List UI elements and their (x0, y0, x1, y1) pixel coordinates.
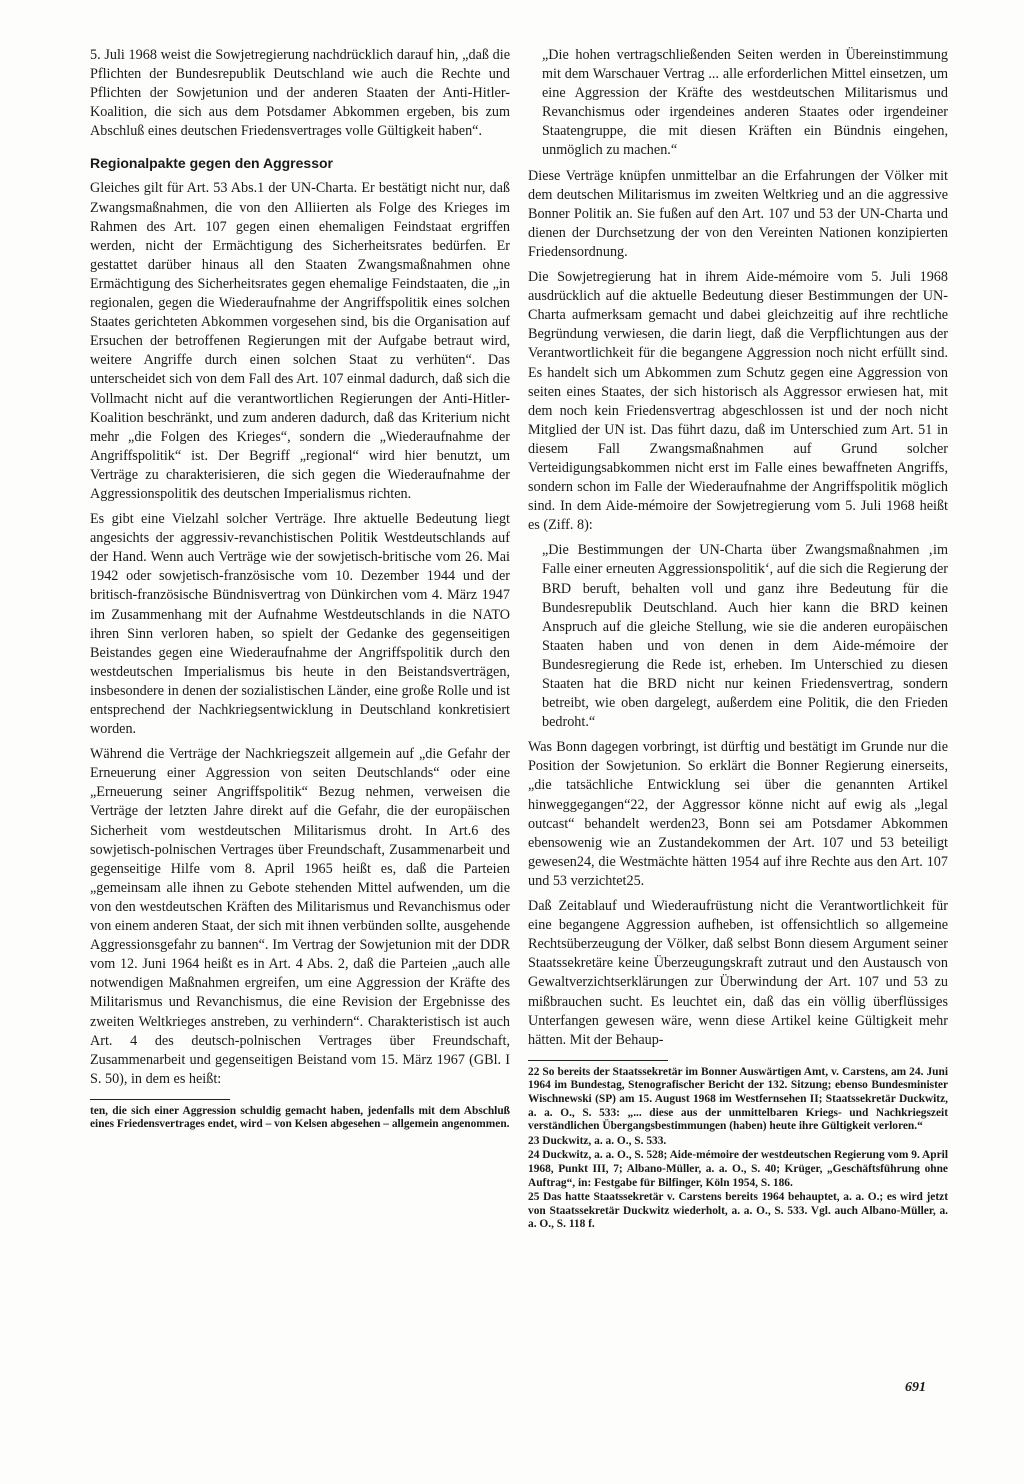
block-quote: „Die hohen vertragschließenden Seiten werden in Übereinstimmung mit dem Warschauer Vertrag ... alle erforderlichen Mittel einsetzen, um eine Aggression der Kräfte des westdeutschen Militarismus und Revanchismus oder irgendeines anderen Staates oder irgendeiner Staatengruppe, die mit diesen Kräften ein Bündnis eingehen, unmöglich zu machen.“ (542, 47, 948, 159)
left-column (90, 46, 510, 1133)
paragraph: Daß Zeitablauf und Wiederaufrüstung nicht die Verantwortlichkeit für eine begangene Aggression aufheben, ist offensichtlich so allgemeine Rechtsüberzeugung der Völker, daß selbst Bonn diesem Argument seiner Staatssekretäre keine Überzeugungskraft zutraut und den Austausch von Gewaltverzichtserklärungen zur Überwindung der Art. 107 und 53 zu mißbrauchen sucht. Es leuchtet ein, daß das ein völlig überflüssiges Unterfangen gewesen wäre, wenn diese Artikel keine Gültigkeit mehr hätten. Mit der Behaup- (528, 898, 948, 1048)
paragraph: Gleiches gilt für Art. 53 Abs.1 der UN-Charta. Er bestätigt nicht nur, daß Zwangsmaßnahmen, die von den Alliierten als Folge des Krieges im Rahmen des Art. 107 gegen einen ehemaligen Feindstaat ergriffen werden, nicht der Ermächtigung des Sicherheitsrates bedürfen. Er gestattet darüber hinaus all den Staaten Zwangsmaßnahmen ohne Ermächtigung des Sicherheitsrates gegen ehemalige Feindstaaten, die „in regionalen, gegen die Wiederaufnahme der Angriffspolitik eines solchen Staates gerichteten Abkommen vorgesehen sind, bis die Organisation auf Ersuchen der betroffenen Regierungen mit der Aufgabe betraut wird, weitere Angriffe durch einen solchen Staat zu verhüten“. Das unterscheidet sich von dem Fall des Art. 107 einmal dadurch, daß sich die Vollmacht nicht auf die verantwortlichen Regierungen der Anti-Hitler-Koalition beschränkt, und zum anderen dadurch, daß das Kriterium nicht mehr „die Folgen des Krieges“, sondern die „Wiederaufnahme der Angriffspolitik“ ist. Der Begriff „regional“ wird hier benutzt, um Verträge zu charakterisieren, die sich gegen die Wiederaufnahme der Aggressionspolitik des deutschen Imperialismus richten. (90, 180, 510, 502)
section-heading: Regionalpakte gegen den Aggressor (90, 155, 333, 172)
page-number: 691 (905, 1380, 926, 1395)
footnote: 22 So bereits der Staatssekretär im Bonner Auswärtigen Amt, v. Carstens, am 24. Juni 1964 im Bundestag, Stenografischer Bericht der 132. Sitzung; ebenso Bundesminister Wischnewski (SP) am 15. August 1968 im Westfernsehen II; Staatssekretär Duckwitz, a. a. O., S. 533: „... diese aus der unmittelbaren Kriegs- und Nachkriegszeit verständlichen Übergangsbestimmungen (haben) heute ihre Gültigkeit verloren.“ (528, 1065, 948, 1133)
footnote-divider (528, 1060, 668, 1061)
footnote: 24 Duckwitz, a. a. O., S. 528; Aide-mémoire der westdeutschen Regierung vom 9. April 1968, Punkt III, 7; Albano-Müller, a. a. O., S. 40; Krüger, „Geschäftsführung ohne Auftrag“, in: Festgabe für Bilfinger, Köln 1954, S. 186. (528, 1149, 948, 1189)
footnote-divider (90, 1099, 230, 1100)
paragraph: Diese Verträge knüpfen unmittelbar an die Erfahrungen der Völker mit dem deutschen Militarismus im zweiten Weltkrieg und an die aggressive Bonner Politik an. Sie fußen auf den Art. 107 und 53 der UN-Charta und dienen der Durchsetzung der von den Vereinten Nationen konzipierten Friedensordnung. (528, 167, 948, 260)
footnote: 25 Das hatte Staatssekretär v. Carstens bereits 1964 behauptet, a. a. O.; es wird jetzt von Staatssekretär Duckwitz wiederholt, a. a. O., S. 533. Vgl. auch Albano-Müller, a. a. O., S. 118 f. (528, 1191, 948, 1231)
paragraph: 5. Juli 1968 weist die Sowjetregierung nachdrücklich darauf hin, „daß die Pflichten der Bundesrepublik Deutschland wie auch die Rechte und Pflichten der Sowjetunion und der anderen Staaten der Anti-Hitler-Koalition, die sich aus dem Potsdamer Abkommen ergeben, bis zum Abschluß eines deutschen Friedensvertrages volle Gültigkeit haben“. (90, 47, 510, 140)
paragraph: Was Bonn dagegen vorbringt, ist dürftig und bestätigt im Grunde nur die Position der Sowjetunion. So erklärt die Bonner Regierung einerseits, „die tatsächliche Entwicklung sei über die genannten Artikel hinweggegangen“22, der Aggressor könne nicht auf ewig als „legal outcast“ behandelt werden23, Bonn sei am Potsdamer Abkommen ebensowenig wie an Zustandekommen der Art. 107 und 53 beteiligt gewesen24, die Westmächte hätten 1954 auf ihre Rechte aus den Art. 107 und 53 verzichtet25. (528, 739, 948, 889)
right-column (528, 46, 948, 1233)
paragraph: Während die Verträge der Nachkriegszeit allgemein auf „die Gefahr der Erneuerung einer Aggression von seiten Deutschlands“ oder eine „Erneuerung seiner Angriffspolitik“ Bezug nehmen, verweisen die Verträge der letzten Jahre direkt auf die Gefahr, die der europäischen Sicherheit vom westdeutschen Militarismus droht. In Art.6 des sowjetisch-polnischen Vertrages über Freundschaft, Zusammenarbeit und gegenseitige Hilfe vom 8. April 1965 heißt es, daß die Parteien „gemeinsam alle ihnen zu Gebote stehenden Mittel aufwenden, um die von den westdeutschen Kräften des Militarismus und Revanchismus oder von einem anderen Staat, der sich mit ihnen verbünden sollte, ausgehende Aggressionsgefahr zu bannen“. Im Vertrag der Sowjetunion mit der DDR vom 12. Juni 1964 heißt es in Art. 4 Abs. 2, daß die Parteien „auch alle notwendigen Maßnahmen ergreifen, um eine Aggression der Kräfte des Militarismus und Revanchismus, die eine Revision der Ergebnisse des zweiten Weltkrieges anstreben, zu verhindern“. Charakteristisch ist auch Art. 4 des deutsch-polnischen Vertrages über Freundschaft, Zusammenarbeit und gegenseitigen Beistand vom 15. März 1967 (GBl. I S. 50), in dem es heißt: (90, 746, 510, 1087)
block-quote: „Die Bestimmungen der UN-Charta über Zwangsmaßnahmen ‚im Falle einer erneuten Aggressionspolitik‘, auf die sich die Regierung der BRD beruft, behalten voll und ganz ihre Bedeutung für die Bundesrepublik Deutschland. Auch hier kann die BRD keinen Anspruch auf die gleiche Stellung, wie sie die anderen europäischen Staaten haben und von denen in dem Aide-mémoire der Bundesregierung die Rede ist, erheben. Im Unterschied zu diesen Staaten hat die BRD nicht nur keinen Friedensvertrag, sondern betreibt, wie oben dargelegt, außerdem eine Politik, die den Frieden bedroht.“ (542, 542, 948, 731)
paragraph: Die Sowjetregierung hat in ihrem Aide-mémoire vom 5. Juli 1968 ausdrücklich auf die aktuelle Bedeutung dieser Bestimmungen der UN-Charta aufmerksam gemacht und dabei gleichzeitig auf ihre rechtliche Begründung verwiesen, die darin liegt, daß die Verpflichtungen aus der Verantwortlichkeit für die begangene Aggression noch nicht erfüllt sind. Es handelt sich um Abkommen zum Schutz gegen eine Aggression von seiten eines Staates, der sich historisch als Aggressor erwiesen hat, mit dem noch kein Friedensvertrag abgeschlossen ist und der noch nicht Mitglied der UN ist. Das führt dazu, daß im Unterschied zum Art. 51 in diesem Fall Zwangsmaßnahmen auf Grund solcher Verteidigungsabkommen nicht erst im Falle eines bewaffneten Angriffs, sondern schon im Falle der Wiederaufnahme der Angriffspolitik möglich sind. In dem Aide-mémoire der Sowjetregierung vom 5. Juli 1968 heißt es (Ziff. 8): (528, 269, 948, 534)
footnote: 23 Duckwitz, a. a. O., S. 533. (528, 1134, 667, 1147)
footnote: ten, die sich einer Aggression schuldig gemacht haben, jedenfalls mit dem Abschluß eines Friedensvertrages endet, wird – von Kelsen abgesehen – allgemein angenommen. (90, 1104, 510, 1131)
paragraph: Es gibt eine Vielzahl solcher Verträge. Ihre aktuelle Bedeutung liegt angesichts der aggressiv-revanchistischen Politik Westdeutschlands auf der Hand. Wenn auch Verträge wie der sowjetisch-britische vom 26. Mai 1942 oder sowjetisch-französische vom 10. Dezember 1944 und der britisch-französische Bündnisvertrag von Dünkirchen vom 4. März 1947 im Zusammenhang mit der Aufnahme Westdeutschlands in die NATO ihren Sinn verloren haben, so spielt der Gedanke des gegenseitigen Beistandes gegen eine Wiederaufnahme der Angriffspolitik durch den westdeutschen Imperialismus bis heute in den Beistandsverträgen, insbesondere in denen der sozialistischen Länder, eine große Rolle und ist entsprechend der Nachkriegsentwicklung in Deutschland konkretisiert worden. (90, 511, 510, 738)
